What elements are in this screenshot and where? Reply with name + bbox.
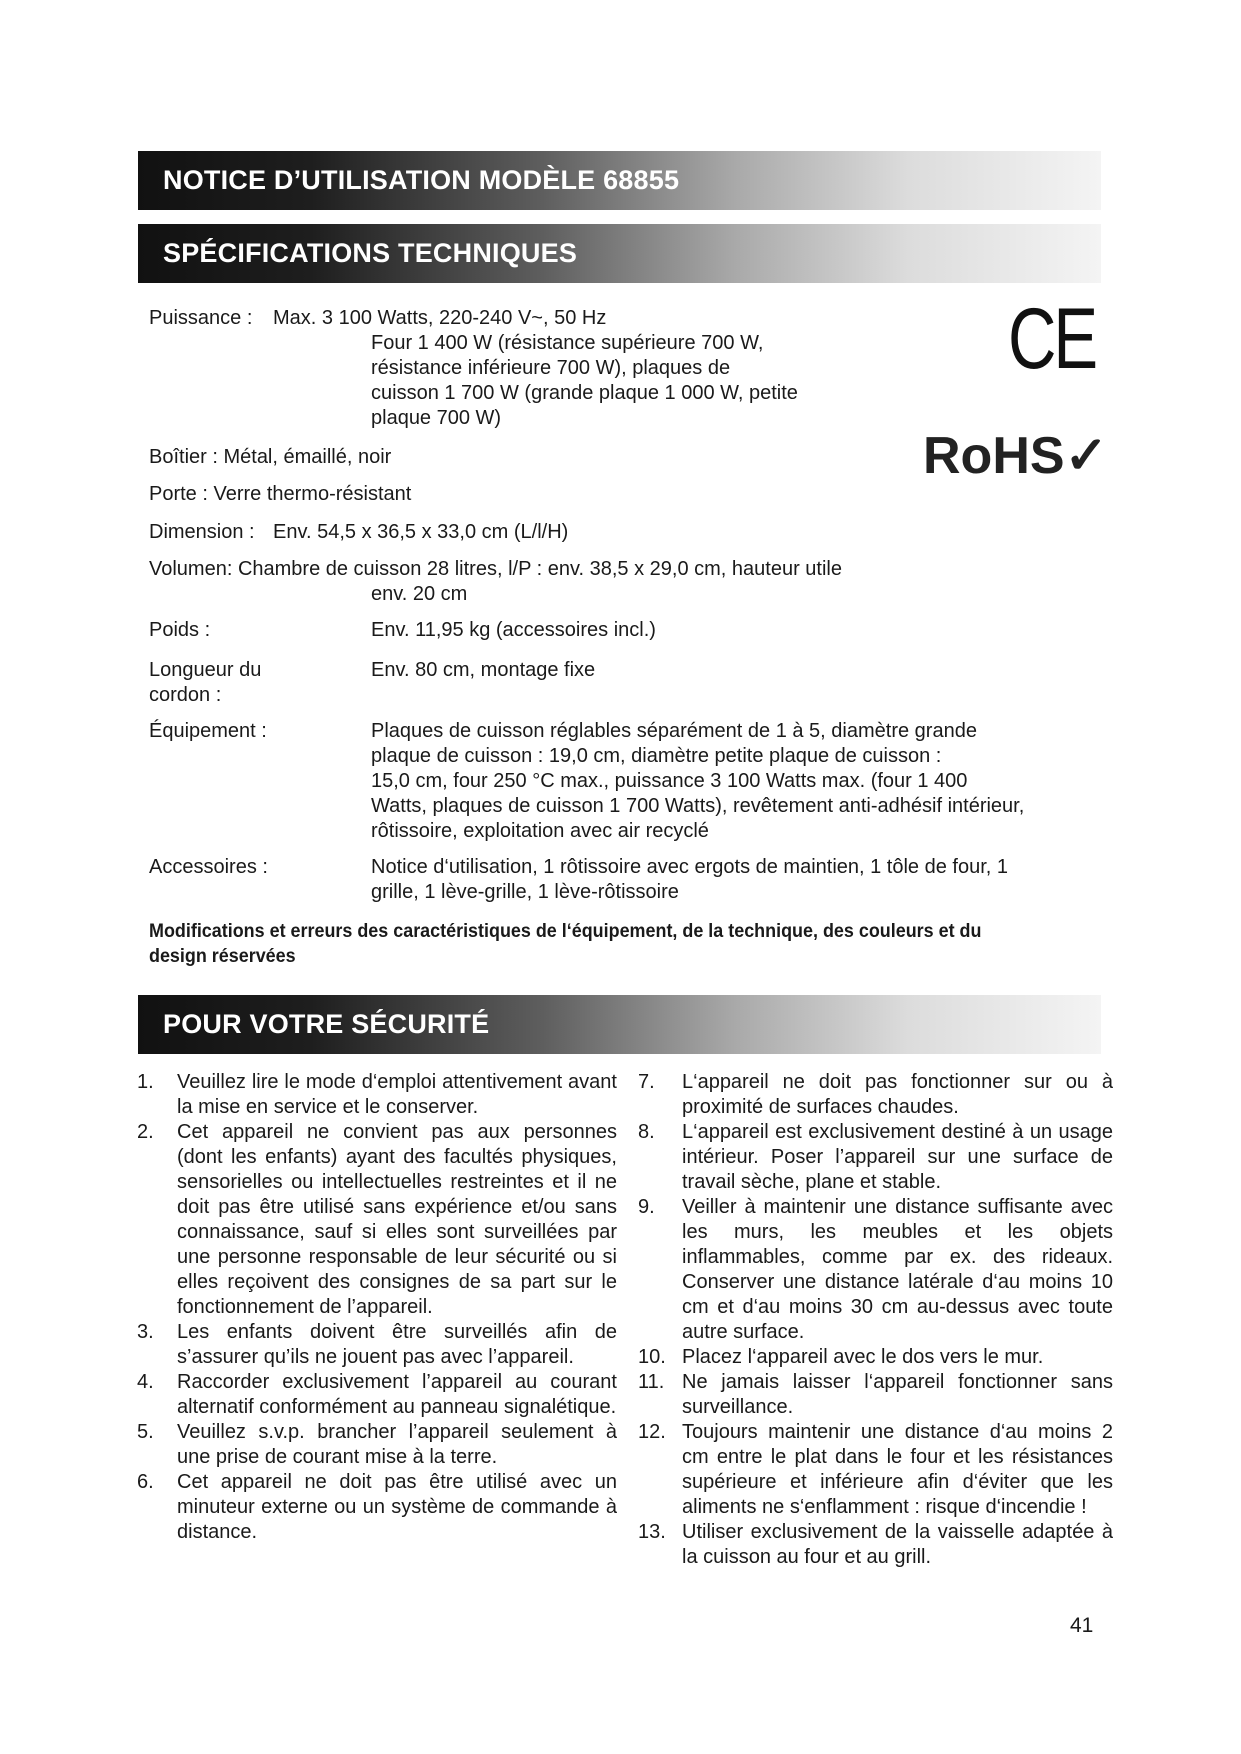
list-item	[137, 1470, 617, 1545]
spec-value: plaque de cuisson : 19,0 cm, diamètre petite plaque de cuisson :	[371, 745, 942, 767]
item-text: Cet appareil ne convient pas aux personnes (dont les enfants) ayant des facultés physiques, sensorielles ou intellectuelles restreintes et il ne doit pas être utilisé sans expérience et/ou sans connaissance, sauf si elles sont surveillées par une personne responsable de leur sécurité ou si elles reçoivent des consignes de sa part sur le fonctionnement de l’appareil.	[177, 1121, 617, 1318]
spec-value: Plaques de cuisson réglables séparément de 1 à 5, diamètre grande	[371, 720, 977, 742]
safety-banner	[138, 995, 1101, 1054]
spec-value: Env. 80 cm, montage fixe	[371, 659, 596, 681]
safety-heading: POUR VOTRE SÉCURITÉ	[163, 1009, 490, 1039]
spec-label: Équipement :	[149, 720, 267, 742]
disclaimer-notice: Modifications et erreurs des caractéristiques de l‘équipement, de la technique, des couleurs et du design réservées	[149, 920, 982, 967]
spec-label: Poids :	[149, 619, 211, 641]
safety-list-right	[638, 1070, 1113, 1570]
item-number: 7.	[638, 1071, 655, 1093]
list-item	[638, 1120, 1113, 1195]
list-item	[137, 1420, 617, 1470]
item-number: 11.	[638, 1371, 665, 1393]
spec-value: Max. 3 100 Watts, 220-240 V~, 50 Hz	[273, 307, 607, 329]
item-number: 10.	[638, 1346, 666, 1368]
specs-heading: SPÉCIFICATIONS TECHNIQUES	[163, 238, 578, 268]
spec-value: rôtissoire, exploitation avec air recyclé	[371, 820, 709, 842]
list-item	[137, 1370, 617, 1420]
list-item	[137, 1320, 617, 1370]
specs-banner	[138, 224, 1101, 283]
spec-value: Watts, plaques de cuisson 1 700 Watts), revêtement anti-adhésif intérieur,	[371, 795, 1025, 817]
list-item	[638, 1195, 1113, 1345]
list-item	[638, 1345, 1113, 1370]
spec-line: Porte : Verre thermo-résistant	[149, 483, 412, 505]
item-text: Raccorder exclusivement l’appareil au courant alternatif conformément au panneau signalétique.	[177, 1371, 617, 1418]
spec-value: env. 20 cm	[371, 583, 468, 605]
list-item	[638, 1520, 1113, 1570]
spec-value: résistance inférieure 700 W), plaques de	[371, 357, 731, 379]
item-text: Utiliser exclusivement de la vaisselle adaptée à la cuisson au four et au grill.	[682, 1521, 1113, 1568]
item-number: 13.	[638, 1521, 666, 1543]
spec-value: Four 1 400 W (résistance supérieure 700 W,	[371, 332, 764, 354]
spec-label: cordon :	[149, 684, 222, 706]
item-text: Veiller à maintenir une distance suffisante avec les murs, les meubles et les objets inflammables, comme par ex. des rideaux. Conserver une distance latérale d‘au moins 10 cm et d‘au moins 30 cm au-dessus avec toute autre surface.	[682, 1196, 1113, 1343]
item-text: Placez l‘appareil avec le dos vers le mur.	[682, 1346, 1044, 1368]
spec-label: Longueur du	[149, 659, 262, 681]
item-text: L‘appareil est exclusivement destiné à un usage intérieur. Poser l’appareil sur une surface de travail sèche, plane et stable.	[682, 1121, 1113, 1193]
spec-value: Notice d‘utilisation, 1 rôtissoire avec ergots de maintien, 1 tôle de four, 1	[371, 856, 1009, 878]
spec-label: Dimension :	[149, 521, 255, 543]
ce-logo: CE	[1008, 291, 1095, 387]
item-number: 5.	[137, 1421, 154, 1443]
item-number: 6.	[137, 1471, 154, 1493]
page-number: 41	[1070, 1614, 1094, 1637]
spec-value: Env. 54,5 x 36,5 x 33,0 cm (L/l/H)	[273, 521, 569, 543]
item-text: Veuillez lire le mode d‘emploi attentivement avant la mise en service et le conserver.	[177, 1071, 617, 1118]
spec-value: 15,0 cm, four 250 °C max., puissance 3 100 Watts max. (four 1 400	[371, 770, 968, 792]
item-number: 12.	[638, 1421, 666, 1443]
item-text: Toujours maintenir une distance d‘au moins 2 cm entre le plat dans le four et les résistances supérieure et inférieure afin d‘éviter que les aliments ne s‘enflamment : risque d‘incendie !	[682, 1421, 1113, 1518]
item-number: 9.	[638, 1196, 655, 1218]
spec-label: Puissance :	[149, 307, 253, 329]
item-text: Veuillez s.v.p. brancher l’appareil seulement à une prise de courant mise à la terre.	[177, 1421, 617, 1468]
item-text: Ne jamais laisser l‘appareil fonctionner sans surveillance.	[682, 1371, 1113, 1418]
item-text: L‘appareil ne doit pas fonctionner sur ou à proximité de surfaces chaudes.	[682, 1071, 1113, 1118]
item-number: 3.	[137, 1321, 154, 1343]
item-text: Les enfants doivent être surveillés afin de s’assurer qu’ils ne jouent pas avec l’appareil.	[177, 1321, 617, 1368]
spec-label: Accessoires :	[149, 856, 268, 878]
spec-line: Volumen: Chambre de cuisson 28 litres, l/P : env. 38,5 x 29,0 cm, hauteur utile	[149, 558, 842, 580]
page-title: NOTICE D’UTILISATION MODÈLE 68855	[163, 165, 680, 195]
item-number: 8.	[638, 1121, 655, 1143]
safety-list-left	[137, 1070, 617, 1545]
spec-value: grille, 1 lève-grille, 1 lève-rôtissoire	[371, 881, 679, 903]
spec-value: plaque 700 W)	[371, 407, 502, 429]
item-text: Cet appareil ne doit pas être utilisé avec un minuteur externe ou un système de commande à distance.	[177, 1471, 617, 1543]
list-item	[638, 1070, 1113, 1120]
item-number: 2.	[137, 1121, 154, 1143]
list-item	[638, 1370, 1113, 1420]
spec-line: Boîtier : Métal, émaillé, noir	[149, 446, 392, 468]
item-number: 1.	[137, 1071, 154, 1093]
list-item	[137, 1120, 617, 1320]
list-item	[638, 1420, 1113, 1520]
item-number: 4.	[137, 1371, 154, 1393]
spec-value: cuisson 1 700 W (grande plaque 1 000 W, petite	[371, 382, 798, 404]
rohs-logo: RoHS✓	[923, 427, 1109, 485]
list-item	[137, 1070, 617, 1120]
title-banner	[138, 151, 1101, 210]
spec-value: Env. 11,95 kg (accessoires incl.)	[371, 619, 656, 641]
